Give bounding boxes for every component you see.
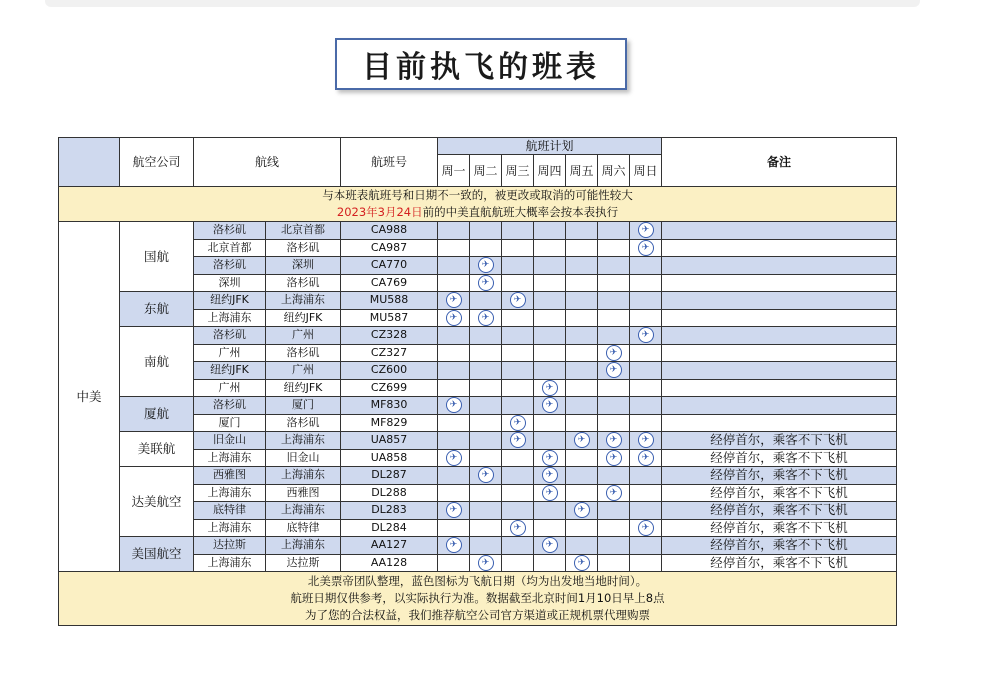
flight-number-cell: MF829: [341, 414, 438, 432]
route-to-cell: 上海浦东: [266, 502, 341, 520]
day-cell: [566, 239, 598, 257]
day-cell: [566, 502, 598, 520]
day-cell: [470, 292, 502, 310]
notice-bottom: [59, 572, 897, 626]
route-from-cell: 广州: [194, 379, 266, 397]
airplane-icon: ✈: [510, 292, 526, 308]
day-cell: [438, 257, 470, 275]
header-airline: 航空公司: [120, 138, 194, 187]
day-cell: [630, 467, 662, 485]
airplane-icon: ✈: [638, 432, 654, 448]
day-cell: [470, 344, 502, 362]
day-cell: [470, 327, 502, 345]
day-cell: [598, 292, 630, 310]
day-cell: [438, 484, 470, 502]
remark-cell: [662, 257, 897, 275]
day-cell: [598, 257, 630, 275]
day-cell: [598, 449, 630, 467]
day-cell: [470, 362, 502, 380]
day-cell: [438, 274, 470, 292]
day-cell: [630, 309, 662, 327]
day-cell: [438, 397, 470, 415]
notice-date: 2023年3月24日: [336, 205, 423, 219]
day-cell: [534, 274, 566, 292]
route-to-cell: 达拉斯: [266, 554, 341, 572]
day-cell: [566, 537, 598, 555]
flight-number-cell: MU588: [341, 292, 438, 310]
header-day: 周二: [470, 155, 502, 187]
header-remarks: 备注: [662, 138, 897, 187]
flight-number-cell: UA858: [341, 449, 438, 467]
route-from-cell: 旧金山: [194, 432, 266, 450]
table-row: [59, 397, 897, 415]
route-to-cell: 洛杉矶: [266, 414, 341, 432]
header-day: 周一: [438, 155, 470, 187]
route-from-cell: 纽约JFK: [194, 292, 266, 310]
flight-number-cell: AA127: [341, 537, 438, 555]
day-cell: [470, 257, 502, 275]
day-cell: [534, 222, 566, 240]
airplane-icon: ✈: [510, 520, 526, 536]
flight-number-cell: DL287: [341, 467, 438, 485]
day-cell: [470, 397, 502, 415]
remark-cell: [662, 222, 897, 240]
flight-number-cell: MF830: [341, 397, 438, 415]
day-cell: [598, 397, 630, 415]
route-from-cell: 纽约JFK: [194, 362, 266, 380]
day-cell: [470, 467, 502, 485]
airplane-icon: ✈: [638, 520, 654, 536]
day-cell: [534, 519, 566, 537]
day-cell: [598, 327, 630, 345]
day-cell: [598, 239, 630, 257]
flight-number-cell: CZ328: [341, 327, 438, 345]
day-cell: [630, 257, 662, 275]
remark-cell: [662, 362, 897, 380]
airplane-icon: ✈: [638, 327, 654, 343]
remark-cell: [662, 397, 897, 415]
flight-number-cell: DL288: [341, 484, 438, 502]
day-cell: [630, 414, 662, 432]
airline-cell: 厦航: [120, 397, 194, 432]
day-cell: [502, 362, 534, 380]
day-cell: [502, 222, 534, 240]
airplane-icon: ✈: [478, 310, 494, 326]
flight-number-cell: CZ600: [341, 362, 438, 380]
airplane-icon: ✈: [606, 450, 622, 466]
airline-cell: 国航: [120, 222, 194, 292]
remark-cell: [662, 239, 897, 257]
day-cell: [438, 239, 470, 257]
airplane-icon: ✈: [478, 467, 494, 483]
remark-cell: 经停首尔，乘客不下飞机: [662, 537, 897, 555]
flight-number-cell: DL283: [341, 502, 438, 520]
remark-cell: [662, 274, 897, 292]
table-row: [59, 537, 897, 555]
airline-cell: 美国航空: [120, 537, 194, 572]
remark-cell: 经停首尔，乘客不下飞机: [662, 432, 897, 450]
route-from-cell: 深圳: [194, 274, 266, 292]
day-cell: [630, 327, 662, 345]
day-cell: [534, 239, 566, 257]
route-to-cell: 上海浦东: [266, 432, 341, 450]
day-cell: [630, 292, 662, 310]
day-cell: [502, 292, 534, 310]
route-to-cell: 广州: [266, 362, 341, 380]
flight-number-cell: MU587: [341, 309, 438, 327]
remark-cell: [662, 309, 897, 327]
day-cell: [534, 502, 566, 520]
notice-top-line2: [59, 204, 896, 221]
route-from-cell: 上海浦东: [194, 484, 266, 502]
day-cell: [630, 222, 662, 240]
day-cell: [502, 554, 534, 572]
day-cell: [502, 467, 534, 485]
route-to-cell: 西雅图: [266, 484, 341, 502]
day-cell: [438, 309, 470, 327]
flight-number-cell: DL284: [341, 519, 438, 537]
day-cell: [470, 309, 502, 327]
day-cell: [470, 222, 502, 240]
day-cell: [566, 309, 598, 327]
flight-number-cell: UA857: [341, 432, 438, 450]
route-from-cell: 上海浦东: [194, 519, 266, 537]
airplane-icon: ✈: [478, 275, 494, 291]
day-cell: [630, 432, 662, 450]
notice-bottom-line1: 北美票帝团队整理，蓝色图标为飞航日期（均为出发地当地时间）。: [307, 574, 648, 588]
day-cell: [630, 449, 662, 467]
airplane-icon: ✈: [446, 450, 462, 466]
airplane-icon: ✈: [446, 292, 462, 308]
flight-number-cell: CZ327: [341, 344, 438, 362]
remark-cell: [662, 344, 897, 362]
notice-bottom-line2: 航班日期仅供参考，以实际执行为准。数据截至北京时间1月10日早上8点: [290, 591, 665, 605]
airplane-icon: ✈: [606, 362, 622, 378]
notice-top-line1: 与本班表航班号和日期不一致的，被更改或取消的可能性较大: [322, 188, 633, 202]
route-to-cell: 洛杉矶: [266, 239, 341, 257]
remark-cell: 经停首尔，乘客不下飞机: [662, 467, 897, 485]
header-day: 周五: [566, 155, 598, 187]
day-cell: [470, 554, 502, 572]
airplane-icon: ✈: [542, 537, 558, 553]
day-cell: [438, 292, 470, 310]
route-from-cell: 洛杉矶: [194, 327, 266, 345]
header-flight-plan: 航班计划: [438, 138, 662, 155]
day-cell: [630, 554, 662, 572]
day-cell: [502, 414, 534, 432]
notice-top-line2-rest: 前的中美直航航班大概率会按本表执行: [422, 205, 619, 219]
day-cell: [502, 449, 534, 467]
route-from-cell: 上海浦东: [194, 554, 266, 572]
day-cell: [566, 484, 598, 502]
day-cell: [438, 519, 470, 537]
day-cell: [502, 309, 534, 327]
day-cell: [630, 519, 662, 537]
day-cell: [438, 379, 470, 397]
day-cell: [534, 484, 566, 502]
day-cell: [438, 432, 470, 450]
day-cell: [470, 239, 502, 257]
day-cell: [534, 537, 566, 555]
day-cell: [630, 344, 662, 362]
day-cell: [598, 274, 630, 292]
day-cell: [534, 554, 566, 572]
day-cell: [598, 554, 630, 572]
table-row: [59, 222, 897, 240]
route-from-cell: 上海浦东: [194, 449, 266, 467]
route-from-cell: 洛杉矶: [194, 222, 266, 240]
route-from-cell: 上海浦东: [194, 309, 266, 327]
flight-number-cell: CA769: [341, 274, 438, 292]
day-cell: [470, 274, 502, 292]
flight-number-cell: CA988: [341, 222, 438, 240]
remark-cell: [662, 414, 897, 432]
day-cell: [534, 397, 566, 415]
day-cell: [566, 292, 598, 310]
header-day: 周四: [534, 155, 566, 187]
day-cell: [566, 397, 598, 415]
airplane-icon: ✈: [542, 485, 558, 501]
day-cell: [502, 257, 534, 275]
route-to-cell: 上海浦东: [266, 537, 341, 555]
day-cell: [502, 327, 534, 345]
day-cell: [566, 222, 598, 240]
route-to-cell: 洛杉矶: [266, 344, 341, 362]
day-cell: [598, 467, 630, 485]
airplane-icon: ✈: [606, 432, 622, 448]
airplane-icon: ✈: [606, 345, 622, 361]
route-to-cell: 广州: [266, 327, 341, 345]
day-cell: [502, 239, 534, 257]
day-cell: [566, 257, 598, 275]
day-cell: [502, 537, 534, 555]
day-cell: [566, 519, 598, 537]
route-to-cell: 上海浦东: [266, 467, 341, 485]
remark-cell: 经停首尔，乘客不下飞机: [662, 519, 897, 537]
day-cell: [438, 222, 470, 240]
route-from-cell: 厦门: [194, 414, 266, 432]
day-cell: [470, 537, 502, 555]
table-row: [59, 292, 897, 310]
day-cell: [534, 467, 566, 485]
airplane-icon: ✈: [478, 257, 494, 273]
day-cell: [598, 222, 630, 240]
airplane-icon: ✈: [542, 380, 558, 396]
route-from-cell: 西雅图: [194, 467, 266, 485]
airplane-icon: ✈: [542, 450, 558, 466]
day-cell: [502, 344, 534, 362]
day-cell: [438, 362, 470, 380]
route-from-cell: 达拉斯: [194, 537, 266, 555]
flight-schedule-table: [58, 137, 897, 626]
airplane-icon: ✈: [510, 432, 526, 448]
airplane-icon: ✈: [446, 310, 462, 326]
day-cell: [566, 554, 598, 572]
day-cell: [470, 484, 502, 502]
day-cell: [534, 327, 566, 345]
top-scroll-edge: [45, 0, 920, 7]
route-from-cell: 北京首都: [194, 239, 266, 257]
notice-top: [59, 187, 897, 222]
day-cell: [534, 414, 566, 432]
day-cell: [534, 449, 566, 467]
day-cell: [470, 519, 502, 537]
route-to-cell: 厦门: [266, 397, 341, 415]
day-cell: [598, 519, 630, 537]
remark-cell: [662, 327, 897, 345]
airplane-icon: ✈: [638, 240, 654, 256]
day-cell: [438, 344, 470, 362]
day-cell: [598, 362, 630, 380]
airplane-icon: ✈: [478, 555, 494, 571]
day-cell: [438, 537, 470, 555]
day-cell: [598, 379, 630, 397]
day-cell: [502, 432, 534, 450]
day-cell: [566, 344, 598, 362]
airplane-icon: ✈: [446, 397, 462, 413]
day-cell: [566, 449, 598, 467]
remark-cell: 经停首尔，乘客不下飞机: [662, 484, 897, 502]
day-cell: [598, 432, 630, 450]
route-to-cell: 旧金山: [266, 449, 341, 467]
page-title: 目前执飞的班表: [362, 50, 600, 85]
day-cell: [598, 537, 630, 555]
day-cell: [598, 344, 630, 362]
route-to-cell: 底特律: [266, 519, 341, 537]
table-row: [59, 467, 897, 485]
day-cell: [566, 274, 598, 292]
airplane-icon: ✈: [638, 222, 654, 238]
day-cell: [566, 432, 598, 450]
airline-cell: 南航: [120, 327, 194, 397]
day-cell: [630, 274, 662, 292]
airplane-icon: ✈: [542, 467, 558, 483]
day-cell: [438, 467, 470, 485]
day-cell: [438, 502, 470, 520]
airline-cell: 东航: [120, 292, 194, 327]
day-cell: [438, 449, 470, 467]
day-cell: [438, 554, 470, 572]
route-from-cell: 洛杉矶: [194, 397, 266, 415]
route-to-cell: 洛杉矶: [266, 274, 341, 292]
day-cell: [534, 257, 566, 275]
day-cell: [566, 379, 598, 397]
day-cell: [470, 414, 502, 432]
header-route: 航线: [194, 138, 341, 187]
day-cell: [630, 484, 662, 502]
day-cell: [534, 344, 566, 362]
day-cell: [502, 519, 534, 537]
route-to-cell: 纽约JFK: [266, 309, 341, 327]
route-from-cell: 广州: [194, 344, 266, 362]
airplane-icon: ✈: [542, 397, 558, 413]
route-to-cell: 上海浦东: [266, 292, 341, 310]
header-day: 周六: [598, 155, 630, 187]
region-cell: 中美: [59, 222, 120, 572]
day-cell: [598, 414, 630, 432]
flight-number-cell: AA128: [341, 554, 438, 572]
day-cell: [534, 362, 566, 380]
airplane-icon: ✈: [574, 432, 590, 448]
airplane-icon: ✈: [446, 537, 462, 553]
airplane-icon: ✈: [638, 450, 654, 466]
page-title-box: [335, 38, 627, 90]
day-cell: [598, 484, 630, 502]
day-cell: [598, 502, 630, 520]
airline-cell: 美联航: [120, 432, 194, 467]
remark-cell: [662, 379, 897, 397]
header-blank: [59, 138, 120, 187]
day-cell: [630, 239, 662, 257]
header-flight-no: 航班号: [341, 138, 438, 187]
flight-number-cell: CA770: [341, 257, 438, 275]
route-from-cell: 底特律: [194, 502, 266, 520]
airline-cell: 达美航空: [120, 467, 194, 537]
route-to-cell: 深圳: [266, 257, 341, 275]
day-cell: [534, 292, 566, 310]
day-cell: [470, 432, 502, 450]
airplane-icon: ✈: [510, 415, 526, 431]
day-cell: [630, 362, 662, 380]
header-day: 周日: [630, 155, 662, 187]
flight-number-cell: CZ699: [341, 379, 438, 397]
route-from-cell: 洛杉矶: [194, 257, 266, 275]
day-cell: [502, 379, 534, 397]
day-cell: [438, 414, 470, 432]
day-cell: [470, 379, 502, 397]
day-cell: [598, 309, 630, 327]
day-cell: [502, 397, 534, 415]
day-cell: [630, 537, 662, 555]
remark-cell: [662, 292, 897, 310]
header-day: 周三: [502, 155, 534, 187]
day-cell: [502, 274, 534, 292]
notice-bottom-line3: 为了您的合法权益，我们推荐航空公司官方渠道或正规机票代理购票: [305, 608, 650, 622]
airplane-icon: ✈: [446, 502, 462, 518]
day-cell: [566, 414, 598, 432]
table-row: [59, 327, 897, 345]
day-cell: [630, 379, 662, 397]
route-to-cell: 北京首都: [266, 222, 341, 240]
day-cell: [438, 327, 470, 345]
remark-cell: 经停首尔，乘客不下飞机: [662, 554, 897, 572]
flight-number-cell: CA987: [341, 239, 438, 257]
route-to-cell: 纽约JFK: [266, 379, 341, 397]
day-cell: [630, 502, 662, 520]
airplane-icon: ✈: [606, 485, 622, 501]
day-cell: [566, 362, 598, 380]
airplane-icon: ✈: [574, 502, 590, 518]
remark-cell: 经停首尔，乘客不下飞机: [662, 502, 897, 520]
day-cell: [566, 467, 598, 485]
day-cell: [470, 449, 502, 467]
remark-cell: 经停首尔，乘客不下飞机: [662, 449, 897, 467]
day-cell: [470, 502, 502, 520]
day-cell: [630, 397, 662, 415]
table-row: [59, 432, 897, 450]
day-cell: [566, 327, 598, 345]
day-cell: [502, 484, 534, 502]
day-cell: [534, 379, 566, 397]
day-cell: [502, 502, 534, 520]
day-cell: [534, 309, 566, 327]
airplane-icon: ✈: [574, 555, 590, 571]
day-cell: [534, 432, 566, 450]
